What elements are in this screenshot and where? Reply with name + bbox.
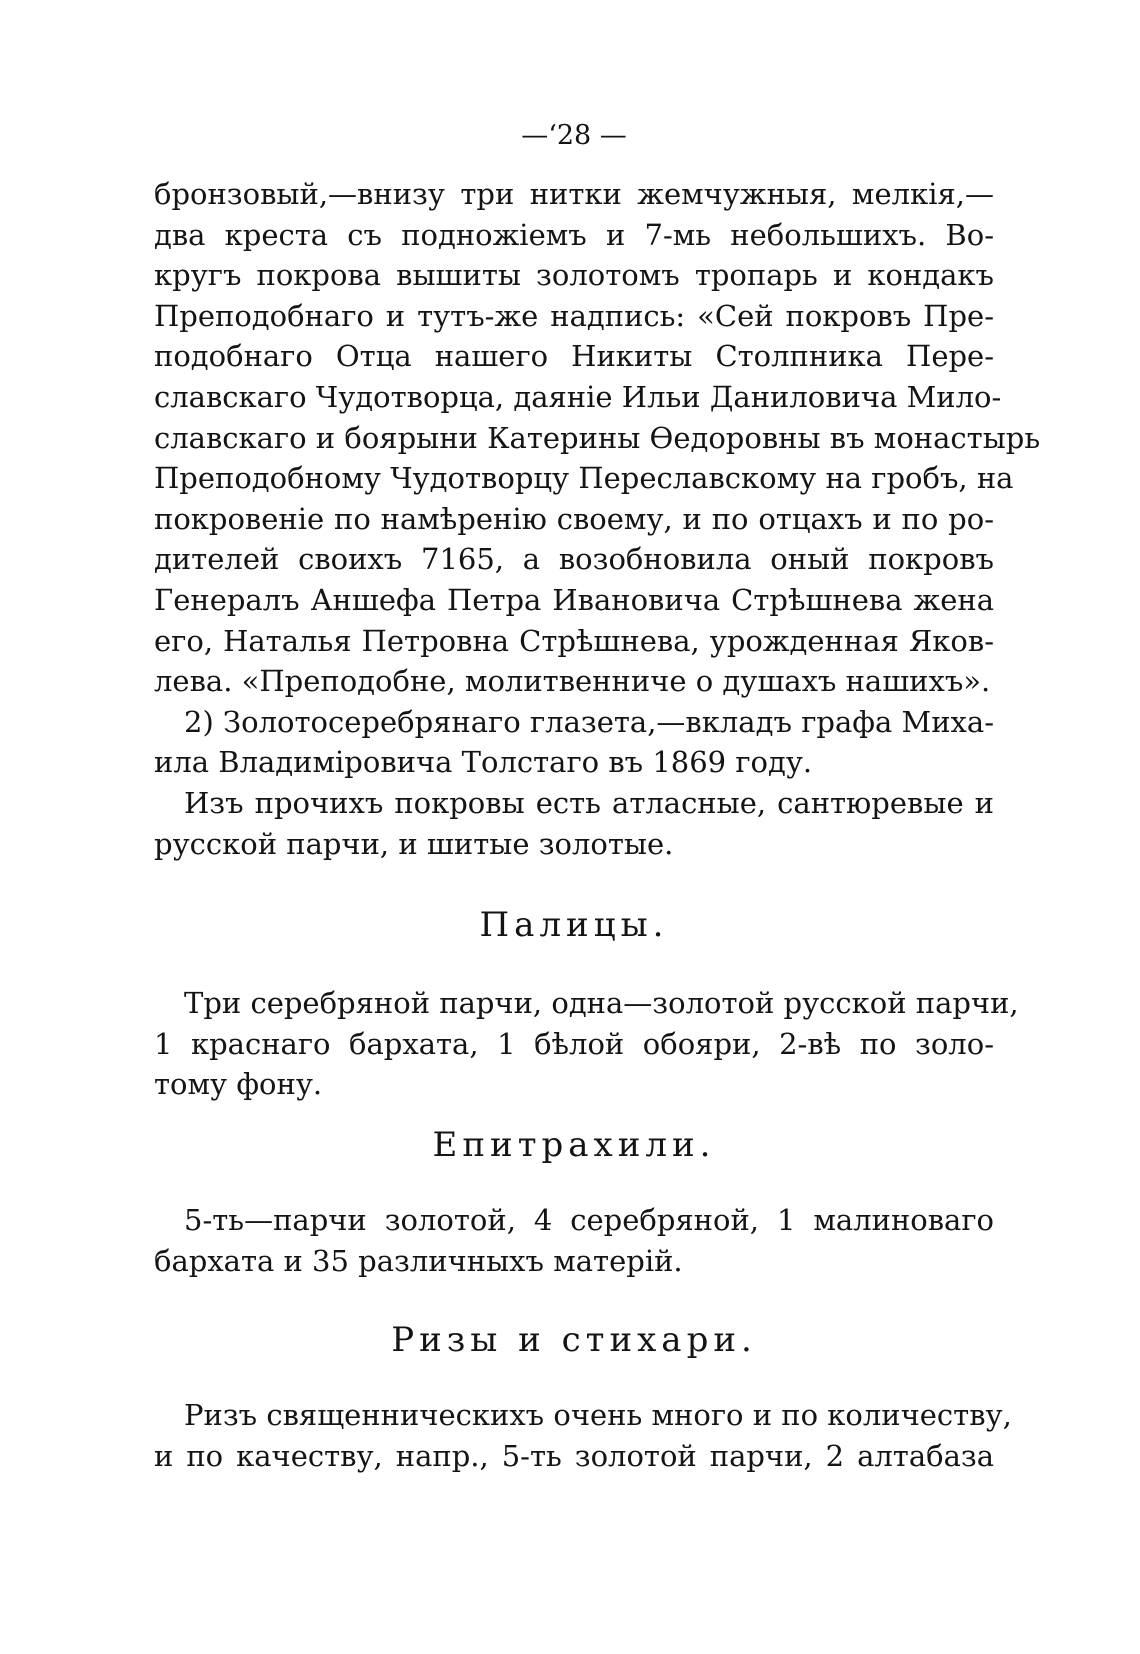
text-line: тому фону. bbox=[154, 1067, 323, 1102]
section-heading-epitrakhili: Епитрахили. bbox=[432, 1125, 716, 1165]
text-line: и по качеству, напр., 5-ть золотой парчи, 2 алтабаза bbox=[154, 1438, 994, 1473]
section-heading-palitsy: Палицы. bbox=[479, 905, 669, 945]
text-line: славскаго и боярыни Катерины Өедоровны въ монастырь bbox=[154, 420, 1041, 455]
text-line: лева. «Преподобне, молитвенниче о душахъ нашихъ». bbox=[154, 664, 991, 699]
page-number: —‘28 — bbox=[521, 120, 627, 151]
rizy-text-block bbox=[154, 1395, 1012, 1476]
text-line: русской парчи, и шитые золотые. bbox=[154, 826, 674, 861]
text-line: Ризъ священническихъ очень много и по количеству, bbox=[184, 1398, 1012, 1432]
text-line: 1 краснаго бархата, 1 бѣлой обояри, 2-вѣ по золо- bbox=[154, 1026, 994, 1061]
text-line: Изъ прочихъ покровы есть атласные, сантюревые и bbox=[184, 785, 994, 820]
palitsy-text-block bbox=[154, 983, 1019, 1105]
text-line: Преподобному Чудотворцу Переславскому на гробъ, на bbox=[154, 461, 1014, 496]
text-line: ила Владиміровича Толстаго въ 1869 году. bbox=[154, 745, 813, 780]
text-line: два креста съ подножіемъ и 7-мь небольшихъ. Во- bbox=[154, 217, 994, 252]
main-text-block bbox=[154, 174, 1041, 864]
text-line: Преподобнаго и тутъ-же надпись: «Сей покровъ Пре- bbox=[154, 298, 994, 333]
text-line: подобнаго Отца нашего Никиты Столпника Пере- bbox=[154, 339, 994, 374]
text-line: Три серебряной парчи, одна—золотой русской парчи, bbox=[184, 986, 1019, 1020]
text-line: покровеніе по намѣренію своему, и по отцахъ и по ро- bbox=[154, 501, 994, 536]
text-line: кругъ покрова вышиты золотомъ тропарь и кондакъ bbox=[154, 258, 994, 293]
book-page bbox=[154, 0, 1041, 1654]
text-line: Генералъ Аншефа Петра Ивановича Стрѣшнева жена bbox=[154, 582, 994, 617]
section-heading-rizy-i-stikhari: Ризы и стихари. bbox=[391, 1320, 757, 1360]
text-line: 2) Золотосеребрянаго глазета,—вкладъ графа Миха- bbox=[184, 704, 994, 739]
text-line: славскаго Чудотворца, даяніе Ильи Даниловича Мило- bbox=[154, 379, 1002, 414]
epitrakhili-text-block bbox=[154, 1200, 994, 1281]
text-line: его, Наталья Петровна Стрѣшнева, урожденная Яков- bbox=[154, 623, 994, 658]
text-line: бронзовый,—внизу три нитки жемчужныя, мелкія,— bbox=[154, 177, 994, 211]
text-line: дителей своихъ 7165, а возобновила оный покровъ bbox=[154, 542, 994, 577]
text-line: бархата и 35 различныхъ матерій. bbox=[154, 1243, 683, 1278]
text-line: 5-ть—парчи золотой, 4 серебряной, 1 малиноваго bbox=[184, 1203, 994, 1237]
